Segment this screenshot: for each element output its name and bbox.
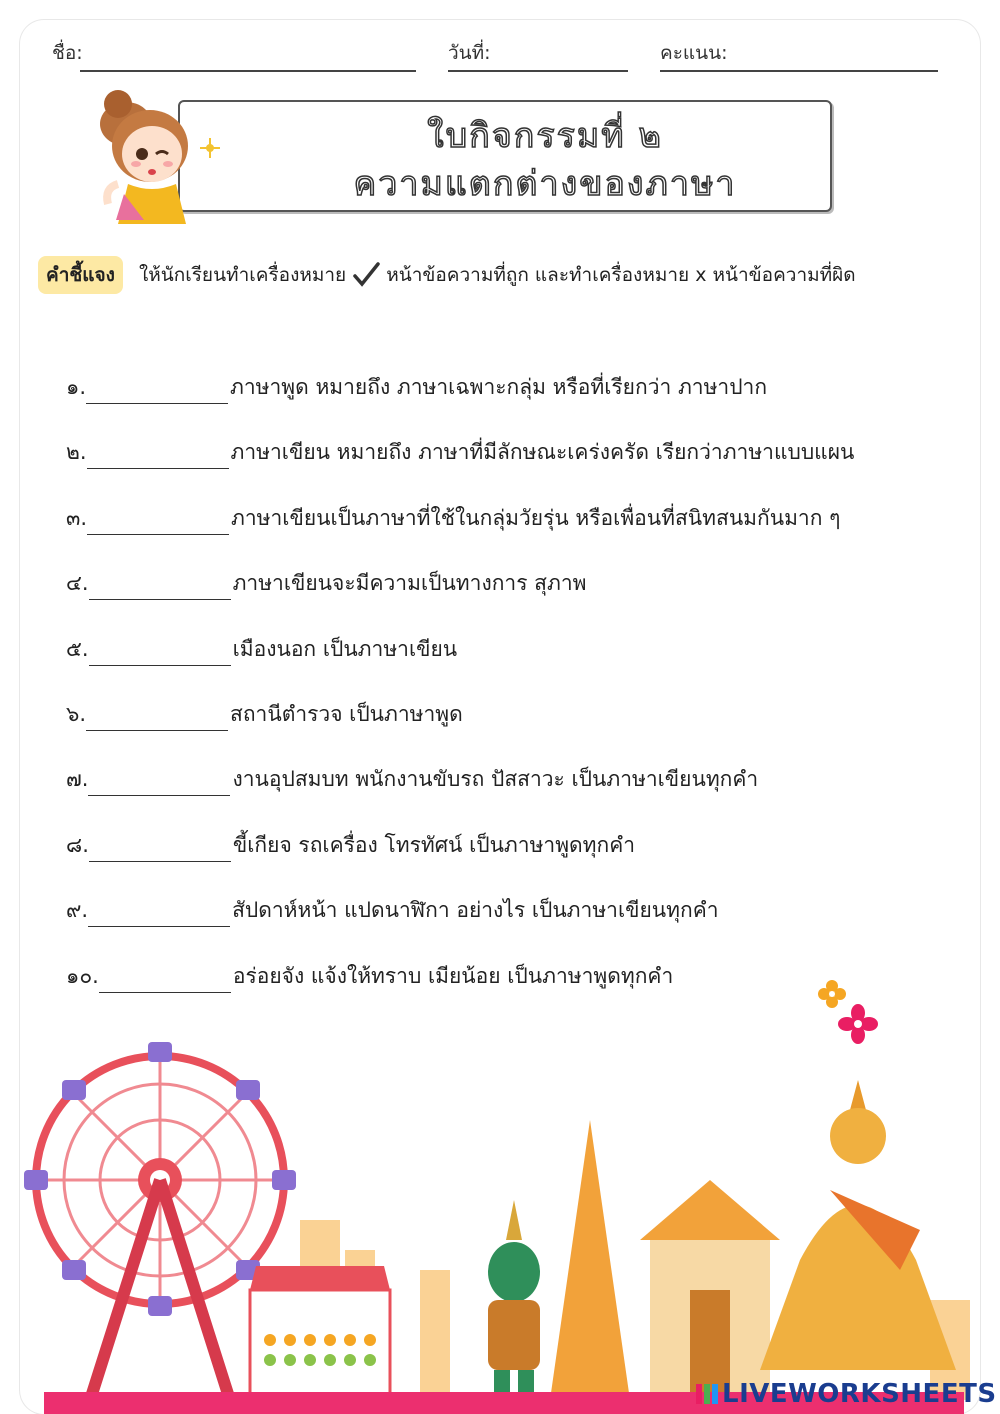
question-number: ๙. bbox=[66, 898, 89, 922]
question-row bbox=[66, 433, 854, 469]
question-text: งานอุปสมบท พนักงานขับรถ ปัสสาวะ เป็นภาษาเขียนทุกคำ bbox=[232, 767, 759, 791]
question-text: ภาษาเขียนจะมีความเป็นทางการ สุภาพ bbox=[232, 571, 587, 595]
answer-blank[interactable] bbox=[86, 377, 228, 404]
brand-name: LIVEWORKSHEETS bbox=[722, 1379, 997, 1409]
answer-blank[interactable] bbox=[88, 769, 230, 796]
question-text: สถานีตำรวจ เป็นภาษาพูด bbox=[230, 702, 463, 726]
answer-blank[interactable] bbox=[99, 966, 231, 993]
question-number: ๖. bbox=[66, 702, 87, 726]
checkmark-icon bbox=[352, 261, 380, 289]
question-text: ขี้เกียจ รถเครื่อง โทรทัศน์ เป็นภาษาพูดทุกคำ bbox=[232, 833, 636, 857]
name-label: ชื่อ: bbox=[52, 42, 83, 64]
giant-guardian bbox=[488, 1200, 540, 1400]
pagoda bbox=[550, 1120, 630, 1400]
answer-blank[interactable] bbox=[88, 900, 230, 927]
answer-blank[interactable] bbox=[87, 508, 229, 535]
question-row bbox=[66, 891, 719, 927]
question-text: ภาษาเขียนเป็นภาษาที่ใช้ในกลุ่มวัยรุ่น หรือเพื่อนที่สนิทสนมกันมาก ๆ bbox=[231, 506, 841, 530]
question-text: ภาษาเขียน หมายถึง ภาษาที่มีลักษณะเคร่งครัด เรียกว่าภาษาแบบแผน bbox=[230, 440, 855, 464]
date-field[interactable] bbox=[448, 70, 628, 72]
question-row bbox=[66, 957, 673, 993]
question-number: ๕. bbox=[66, 637, 89, 661]
answer-blank[interactable] bbox=[89, 639, 231, 666]
question-row bbox=[66, 630, 457, 666]
question-row bbox=[66, 564, 586, 600]
question-number: ๑. bbox=[66, 375, 87, 399]
liveworksheets-icon bbox=[696, 1382, 718, 1406]
temple bbox=[640, 1180, 780, 1400]
directions bbox=[38, 258, 856, 292]
question-row bbox=[66, 499, 840, 535]
question-text: อร่อยจัง แจ้งให้ทราบ เมียน้อย เป็นภาษาพูดทุกคำ bbox=[232, 964, 674, 988]
answer-blank[interactable] bbox=[87, 442, 229, 469]
buddha-statue bbox=[760, 1080, 956, 1370]
directions-text-after: หน้าข้อความที่ถูก และทำเครื่องหมาย x หน้าข้อความที่ผิด bbox=[386, 264, 856, 286]
market-stall bbox=[250, 1266, 390, 1400]
question-row bbox=[66, 760, 758, 796]
question-row bbox=[66, 368, 767, 404]
question-text: เมืองนอก เป็นภาษาเขียน bbox=[232, 637, 458, 661]
title-box bbox=[178, 100, 832, 212]
date-label: วันที่: bbox=[448, 42, 491, 64]
liveworksheets-logo bbox=[696, 1378, 997, 1410]
question-text: ภาษาพูด หมายถึง ภาษาเฉพาะกลุ่ม หรือที่เรียกว่า ภาษาปาก bbox=[230, 375, 768, 399]
score-label: คะแนน: bbox=[660, 42, 728, 64]
question-number: ๘. bbox=[66, 833, 89, 857]
directions-text-before: ให้นักเรียนทำเครื่องหมาย bbox=[138, 264, 347, 286]
worksheet-title: ใบกิจกรรมที่ ๒ bbox=[427, 116, 663, 156]
score-field[interactable] bbox=[660, 70, 938, 72]
question-number: ๑๐. bbox=[66, 964, 99, 988]
answer-blank[interactable] bbox=[89, 835, 231, 862]
worksheet-subtitle: ความแตกต่างของภาษา bbox=[353, 164, 737, 204]
answer-blank[interactable] bbox=[86, 704, 228, 731]
question-text: สัปดาห์หน้า แปดนาฬิกา อย่างไร เป็นภาษาเขียนทุกคำ bbox=[232, 898, 719, 922]
directions-badge: คำชี้แจง bbox=[38, 256, 123, 294]
question-row bbox=[66, 826, 635, 862]
name-field[interactable] bbox=[80, 70, 416, 72]
flower-decoration bbox=[812, 974, 888, 1050]
thai-girl-illustration bbox=[88, 84, 238, 224]
answer-blank[interactable] bbox=[89, 573, 231, 600]
question-row bbox=[66, 695, 463, 731]
question-number: ๔. bbox=[66, 571, 89, 595]
question-number: ๒. bbox=[66, 440, 87, 464]
thai-landmarks-scene bbox=[0, 1040, 1000, 1414]
question-number: ๓. bbox=[66, 506, 88, 530]
question-number: ๗. bbox=[66, 767, 89, 791]
